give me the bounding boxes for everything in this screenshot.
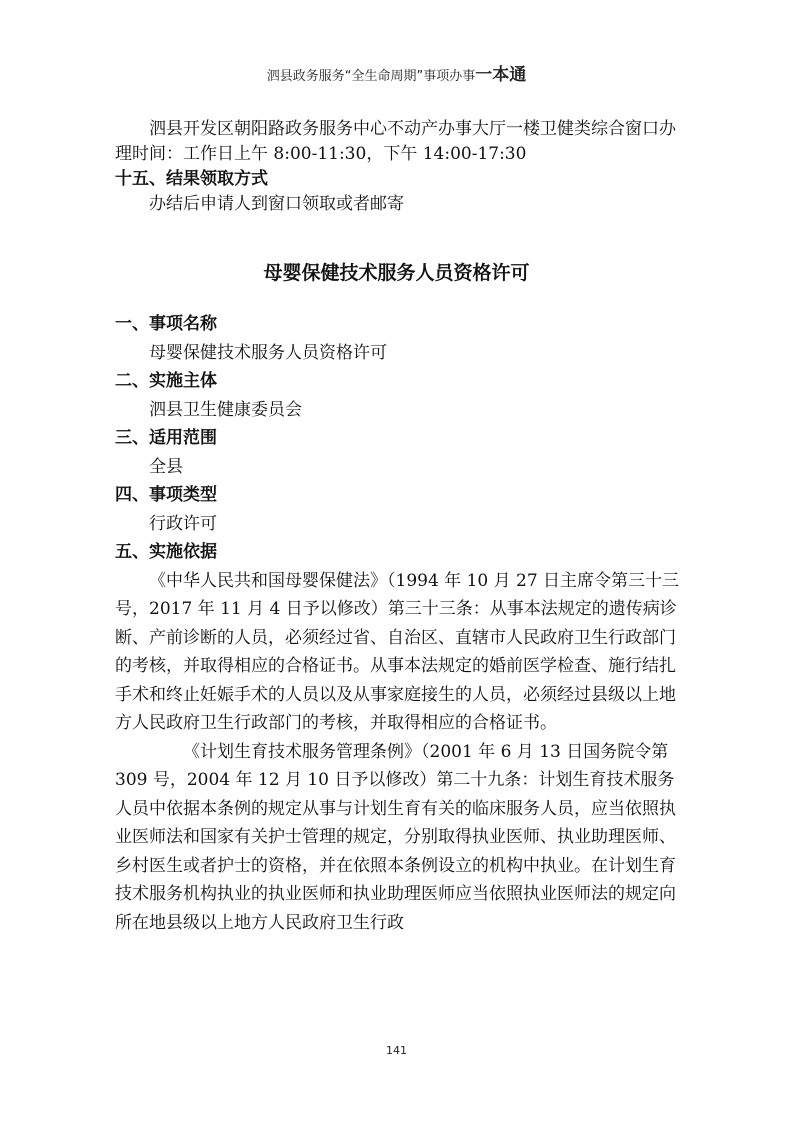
basis-para-1: 《中华人民共和国母婴保健法》（1994 年 10 月 27 日主席令第三十三号，2017 年 11 月 4 日予以修改）第三十三条：从事本法规定的遗传病诊断、产前诊断的人员，必须经过省、自治区、直辖市人民政府卫生行政部门的考核，并取得相应的合格证书。从事本法规定的婚前医学检查、施行结扎手术和终止妊娠手术的人员以及从事家庭接生的人员，必须经过县级以上地方人民政府卫生行政部门的考核，并取得相应的合格证书。 — [115, 570, 680, 733]
section1-heading: 一、事项名称 — [115, 314, 217, 334]
header-emphasis: 一本通 — [475, 65, 527, 85]
section3-heading: 三、适用范围 — [115, 428, 217, 448]
header-prefix: 泗县政务服务“全生命周期”事项办事 — [266, 69, 476, 84]
basis-para-2: 《计划生育技术服务管理条例》（2001 年 6 月 13 日国务院令第 309 号，2004 年 12 月 10 日予以修改）第二十九条：计划生育技术服务人员中依据本条例的规定从事与计划生育有关的临床服务人员，应当依照执业医师法和国家有关护士管理的规定，分别取得执业医师、执业助理医师、乡村医生或者护士的资格，并在依照本条例设立的机构中执业。在计划生育技术服务机构执业的执业医师和执业助理医师应当依照执业医师法的规定向所在地县级以上地方人民政府卫生行政 — [115, 741, 676, 933]
top-block — [115, 117, 690, 217]
section2-text: 泗县卫生健康委员会 — [149, 399, 302, 420]
section3-text: 全县 — [149, 456, 183, 477]
section5-heading: 五、实施依据 — [115, 542, 217, 562]
page-number: 141 — [386, 1044, 407, 1057]
address-text: 泗县开发区朝阳路政务服务中心不动产办事大厅一楼卫健类综合窗口办理时间：工作日上午 8:00-11:30，下午 14:00-17:30 — [115, 119, 676, 164]
section4-text: 行政许可 — [149, 513, 217, 534]
section1-text: 母婴保健技术服务人员资格许可 — [149, 342, 387, 363]
doc-title: 母婴保健技术服务人员资格许可 — [263, 262, 530, 284]
section2-heading: 二、实施主体 — [115, 371, 217, 391]
section4-heading: 四、事项类型 — [115, 485, 217, 505]
section15-heading: 十五、结果领取方式 — [115, 169, 268, 189]
running-header — [0, 60, 793, 85]
section15-text: 办结后申请人到窗口领取或者邮寄 — [149, 194, 404, 214]
sections-block — [115, 310, 690, 937]
